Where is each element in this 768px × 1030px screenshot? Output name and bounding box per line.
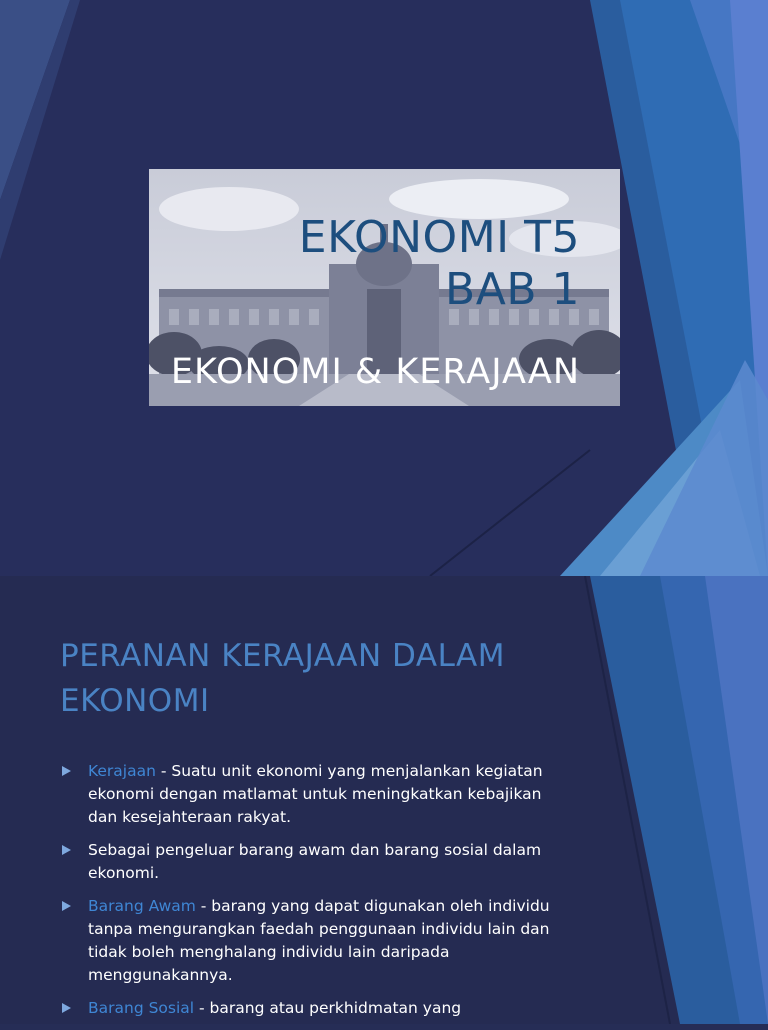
section-heading [60,634,580,724]
bullet-text: - barang yang dapat digunakan oleh individu tanpa mengurangkan faedah penggunaan individu lain dan tidak boleh menghalang individu lain daripada menggunakannya. [88,897,550,984]
bullet-list [60,760,560,1030]
heading-line-1: PERANAN KERAJAAN DALAM [60,638,505,674]
heading-line-2: EKONOMI [60,683,210,719]
bullet-text: - barang atau perkhidmatan yang [194,999,462,1017]
list-item [60,839,560,885]
slide-title [150,212,580,316]
term-label: Kerajaan [88,762,156,780]
triangle-arrow-icon [62,845,71,855]
bullet-text: - Suatu unit ekonomi yang menjalankan kegiatan ekonomi dengan matlamat untuk meningkatkan kebajikan dan kesejahteraan rakyat. [88,762,543,826]
term-label: Barang Sosial [88,999,195,1017]
list-item [60,760,560,829]
title-line-1: EKONOMI T5 [298,212,580,263]
triangle-arrow-icon [62,1003,71,1013]
list-item [60,895,560,987]
list-item [60,997,560,1020]
bullet-text: Sebagai pengeluar barang awam dan barang sosial dalam ekonomi. [88,841,542,882]
title-line-2: BAB 1 [445,264,580,315]
triangle-arrow-icon [62,766,71,776]
triangle-arrow-icon [62,901,71,911]
slide-subtitle: EKONOMI & KERAJAAN [170,352,580,392]
term-label: Barang Awam [88,897,196,915]
